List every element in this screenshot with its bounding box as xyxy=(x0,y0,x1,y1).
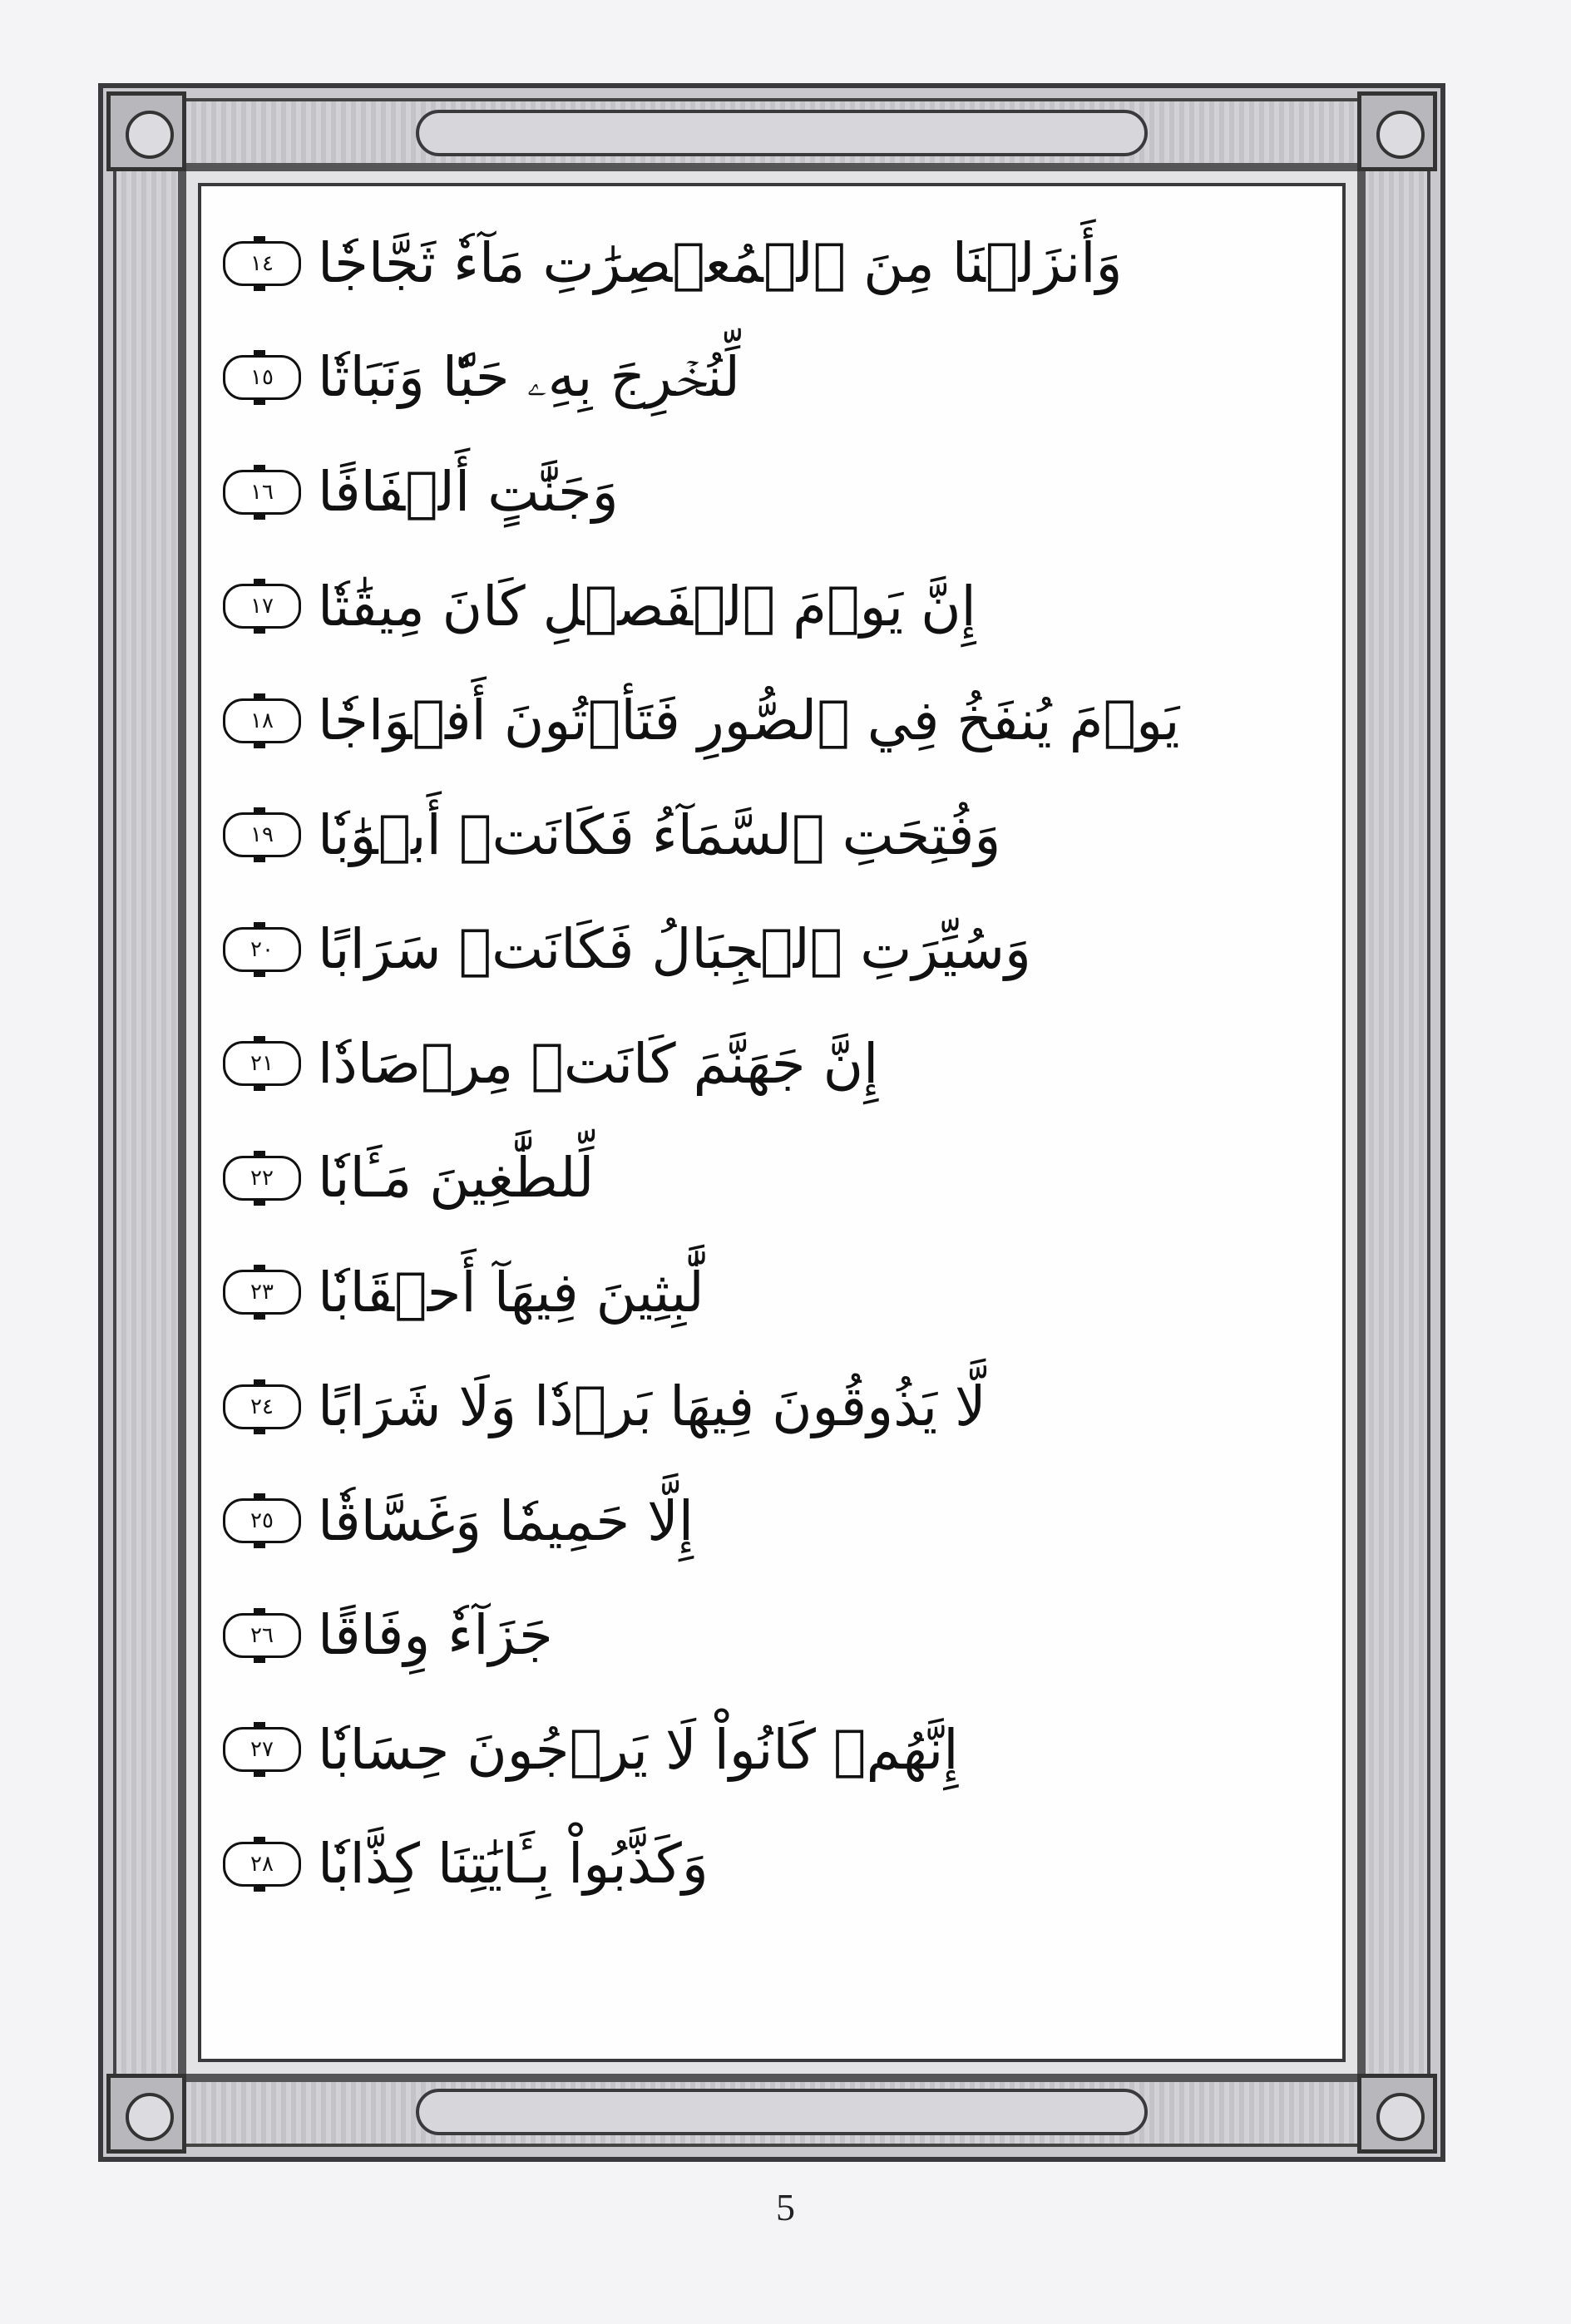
verse-number-marker: ١٩ xyxy=(223,812,301,857)
verse-number-marker: ٢٧ xyxy=(223,1727,301,1772)
verse-row xyxy=(223,1464,1321,1579)
verse-row xyxy=(223,1236,1321,1350)
verse-row xyxy=(223,435,1321,550)
verse-number-marker: ١٥ xyxy=(223,355,301,400)
bottom-ornament-cartouche xyxy=(416,2089,1148,2135)
corner-ornament-bottom-right xyxy=(1357,2074,1437,2154)
verse-row xyxy=(223,206,1321,321)
verse-row xyxy=(223,778,1321,893)
verse-text: إِنَّهُمۡ كَانُواْ لَا يَرۡجُونَ حِسَابٗا xyxy=(318,1717,959,1782)
verse-number-marker: ٢٨ xyxy=(223,1842,301,1887)
verse-list xyxy=(223,206,1321,1922)
verse-text: لَّٰبِثِينَ فِيهَآ أَحۡقَابٗا xyxy=(318,1260,704,1325)
verse-text: وَكَذَّبُواْ بِـَٔايَٰتِنَا كِذَّابٗا xyxy=(318,1832,709,1897)
verse-text: إِنَّ يَوۡمَ ٱلۡفَصۡلِ كَانَ مِيقَٰتٗا xyxy=(318,574,976,639)
verse-row xyxy=(223,664,1321,778)
top-ornament-cartouche xyxy=(416,110,1148,156)
verse-number-marker: ١٧ xyxy=(223,584,301,629)
verse-number-marker: ١٨ xyxy=(223,698,301,743)
verse-text: وَجَنَّٰتٍ أَلۡفَافًا xyxy=(318,460,619,525)
verse-number-marker: ٢٦ xyxy=(223,1613,301,1658)
corner-ornament-top-right xyxy=(1357,91,1437,171)
verse-row xyxy=(223,1349,1321,1464)
corner-ornament-bottom-left xyxy=(106,2074,186,2154)
page-number: 5 xyxy=(776,2186,795,2228)
verse-row xyxy=(223,321,1321,436)
verse-number-marker: ١٤ xyxy=(223,241,301,286)
verse-row xyxy=(223,1693,1321,1808)
verse-row xyxy=(223,892,1321,1007)
corner-ornament-top-left xyxy=(106,91,186,171)
verse-number-marker: ١٦ xyxy=(223,470,301,515)
verse-row xyxy=(223,1807,1321,1922)
verse-row xyxy=(223,1578,1321,1693)
verse-text: وَفُتِحَتِ ٱلسَّمَآءُ فَكَانَتۡ أَبۡوَٰبٗا xyxy=(318,802,1001,867)
verse-text: إِنَّ جَهَنَّمَ كَانَتۡ مِرۡصَادٗا xyxy=(318,1031,879,1096)
verse-number-marker: ٢٢ xyxy=(223,1156,301,1201)
verse-text: جَزَآءٗ وِفَاقًا xyxy=(318,1603,553,1668)
verse-text: يَوۡمَ يُنفَخُ فِي ٱلصُّورِ فَتَأۡتُونَ أَفۡوَاجٗا xyxy=(318,688,1180,753)
verse-text: لِّلطَّٰغِينَ مَـَٔابٗا xyxy=(318,1146,595,1211)
verse-row xyxy=(223,550,1321,664)
verse-row xyxy=(223,1121,1321,1236)
verse-text: وَسُيِّرَتِ ٱلۡجِبَالُ فَكَانَتۡ سَرَابًا xyxy=(318,917,1031,982)
verse-text: لِّنُخۡرِجَ بِهِۦ حَبّٗا وَنَبَاتٗا xyxy=(318,344,741,409)
verse-text: لَّا يَذُوقُونَ فِيهَا بَرۡدٗا وَلَا شَرَابًا xyxy=(318,1374,986,1439)
verse-number-marker: ٢٤ xyxy=(223,1384,301,1429)
verse-row xyxy=(223,1007,1321,1122)
verse-number-marker: ٢٥ xyxy=(223,1498,301,1543)
verse-number-marker: ٢١ xyxy=(223,1041,301,1086)
verse-number-marker: ٢٣ xyxy=(223,1270,301,1315)
verse-text: وَأَنزَلۡنَا مِنَ ٱلۡمُعۡصِرَٰتِ مَآءٗ ثَجَّاجٗا xyxy=(318,231,1123,296)
verse-text: إِلَّا حَمِيمٗا وَغَسَّاقٗا xyxy=(318,1488,694,1553)
verse-number-marker: ٢٠ xyxy=(223,927,301,972)
